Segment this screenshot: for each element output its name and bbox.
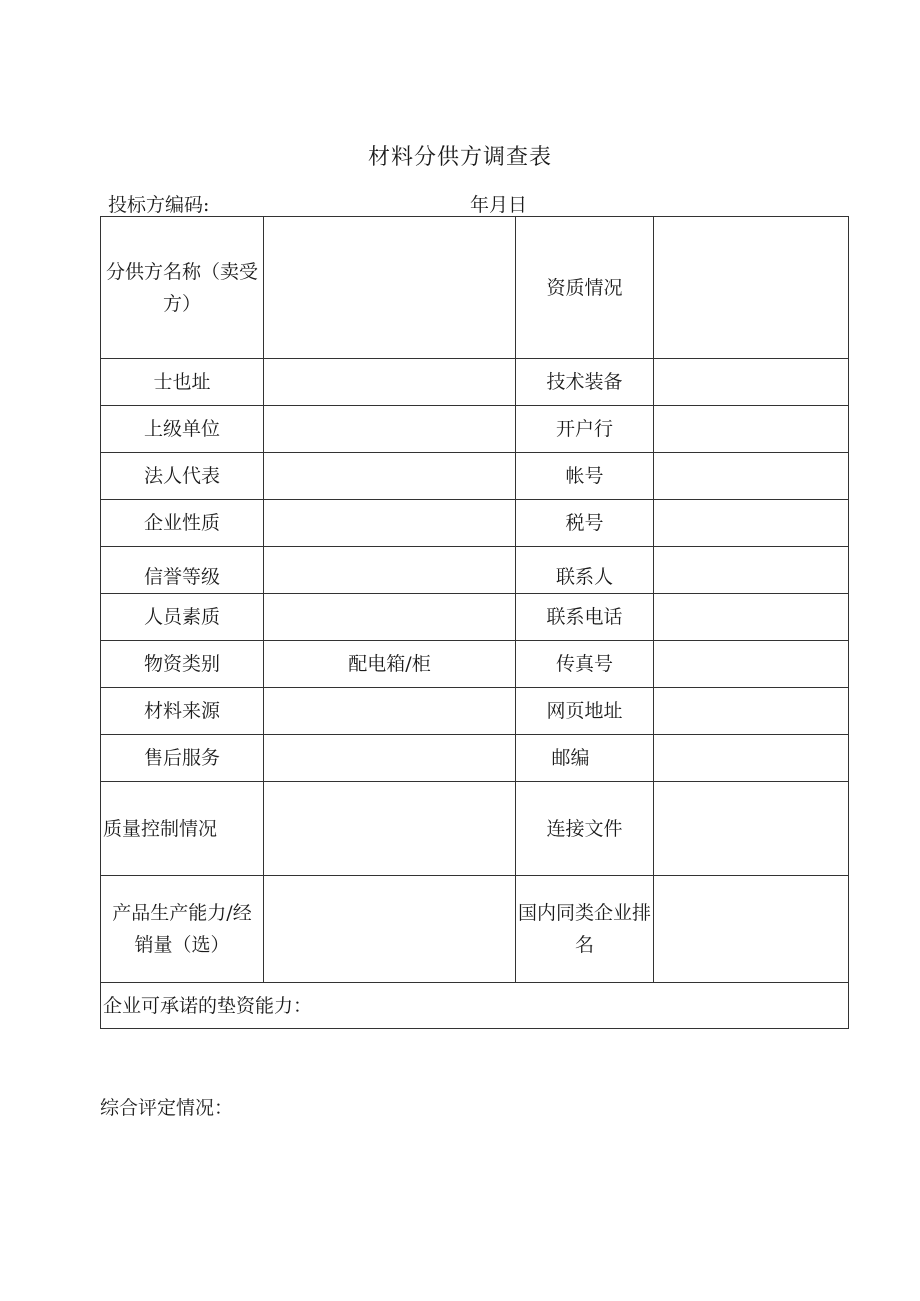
contact-phone-label: 联系电话 (516, 594, 654, 641)
credit-rating-label: 信誉等级 (101, 547, 264, 594)
capacity-value[interactable] (264, 876, 516, 983)
quality-control-value[interactable] (264, 782, 516, 876)
table-row (101, 876, 849, 983)
table-row (101, 735, 849, 782)
table-row (101, 688, 849, 735)
date-label: 年月日 (470, 194, 528, 216)
after-sales-label: 售后服务 (101, 735, 264, 782)
bank-label: 开户行 (516, 406, 654, 453)
attachments-value[interactable] (654, 782, 849, 876)
address-label: 士也址 (101, 359, 264, 406)
material-source-value[interactable] (264, 688, 516, 735)
page-title: 材料分供方调查表 (367, 145, 552, 170)
table-row (101, 983, 849, 1029)
website-label: 网页地址 (516, 688, 654, 735)
account-value[interactable] (654, 453, 849, 500)
equipment-label: 技术装备 (516, 359, 654, 406)
table-row (101, 594, 849, 641)
qualification-value[interactable] (654, 217, 849, 359)
quality-control-label: 质量控制情况 (101, 782, 264, 876)
enterprise-type-label: 企业性质 (101, 500, 264, 547)
table-row (101, 217, 849, 359)
enterprise-type-value[interactable] (264, 500, 516, 547)
capacity-label: 产品生产能力/经销量（选） (101, 876, 264, 983)
table-row (101, 782, 849, 876)
advance-funding-label: 企业可承诺的垫资能力： (101, 983, 849, 1029)
parent-unit-value[interactable] (264, 406, 516, 453)
overall-assessment-label: 综合评定情况： (100, 1097, 234, 1119)
domestic-rank-label: 国内同类企业排名 (516, 876, 654, 983)
table-row (101, 641, 849, 688)
contact-person-label: 联系人 (516, 547, 654, 594)
fax-value[interactable] (654, 641, 849, 688)
contact-person-value[interactable] (654, 547, 849, 594)
domestic-rank-value[interactable] (654, 876, 849, 983)
bank-value[interactable] (654, 406, 849, 453)
table-row (101, 406, 849, 453)
website-value[interactable] (654, 688, 849, 735)
staff-quality-label: 人员素质 (101, 594, 264, 641)
equipment-value[interactable] (654, 359, 849, 406)
postcode-value[interactable] (654, 735, 849, 782)
table-row (101, 453, 849, 500)
credit-rating-value[interactable] (264, 547, 516, 594)
staff-quality-value[interactable] (264, 594, 516, 641)
tax-id-label: 税号 (516, 500, 654, 547)
table-row (101, 500, 849, 547)
attachments-label: 连接文件 (516, 782, 654, 876)
postcode-label: 邮编 (516, 735, 654, 782)
table-row (101, 359, 849, 406)
supplier-survey-table (100, 216, 849, 1029)
supplier-name-value[interactable] (264, 217, 516, 359)
legal-rep-label: 法人代表 (101, 453, 264, 500)
parent-unit-label: 上级单位 (101, 406, 264, 453)
address-value[interactable] (264, 359, 516, 406)
material-category-label: 物资类别 (101, 641, 264, 688)
contact-phone-value[interactable] (654, 594, 849, 641)
legal-rep-value[interactable] (264, 453, 516, 500)
account-label: 帐号 (516, 453, 654, 500)
table-row (101, 547, 849, 594)
supplier-name-label: 分供方名称（卖受方） (101, 217, 264, 359)
after-sales-value[interactable] (264, 735, 516, 782)
qualification-label: 资质情况 (516, 217, 654, 359)
material-source-label: 材料来源 (101, 688, 264, 735)
fax-label: 传真号 (516, 641, 654, 688)
bid-code-label: 投标方编码: (108, 194, 210, 216)
tax-id-value[interactable] (654, 500, 849, 547)
material-category-value[interactable]: 配电箱/柜 (264, 641, 516, 688)
